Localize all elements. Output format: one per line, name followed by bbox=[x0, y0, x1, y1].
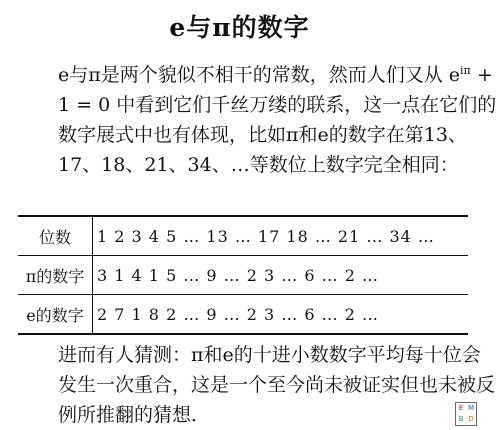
corner-logo-badge bbox=[455, 402, 477, 426]
row-values-pi: 3 1 4 1 5 … 9 … 2 3 … 6 … 2 … bbox=[93, 256, 469, 295]
article-title: e与π的数字 bbox=[169, 13, 310, 42]
intro-paragraph bbox=[20, 56, 498, 180]
badge-letter: B bbox=[458, 415, 464, 423]
digit-comparison-table bbox=[18, 215, 468, 335]
euler-identity-rest: + 1 = 0 bbox=[58, 64, 493, 116]
row-label-e: e的数字 bbox=[18, 295, 93, 335]
intro-text-part2: 中看到它们千丝万缕的联系，这一点在它们的数字展式中也有体现，比如π和e的数字在第13、17、18、21、34、…等数位上数字完全相同： bbox=[58, 94, 497, 176]
euler-identity-base: e bbox=[448, 64, 461, 86]
intro-text-part1: e与π是两个貌似不相干的常数，然而人们又从 bbox=[58, 64, 443, 86]
conclusion-paragraph: 进而有人猜测：π和e的十进小数数字平均每十位会发生一次重合，这是一个至今尚未被证实但也未被反例所推翻的猜想． bbox=[58, 344, 496, 426]
badge-letter: M bbox=[467, 404, 475, 412]
row-values-e: 2 7 1 8 2 … 9 … 2 3 … 6 … 2 … bbox=[93, 295, 469, 335]
badge-letter: E bbox=[458, 404, 464, 412]
row-label-pi: π的数字 bbox=[18, 256, 93, 295]
row-label-position: 位数 bbox=[18, 216, 93, 256]
table-row bbox=[18, 256, 468, 295]
table-row bbox=[18, 216, 468, 256]
row-values-position: 1 2 3 4 5 … 13 … 17 18 … 21 … 34 … bbox=[97, 226, 435, 246]
badge-letter: D bbox=[468, 415, 474, 423]
table-row bbox=[18, 295, 468, 335]
euler-identity-exponent: iπ bbox=[460, 64, 471, 77]
